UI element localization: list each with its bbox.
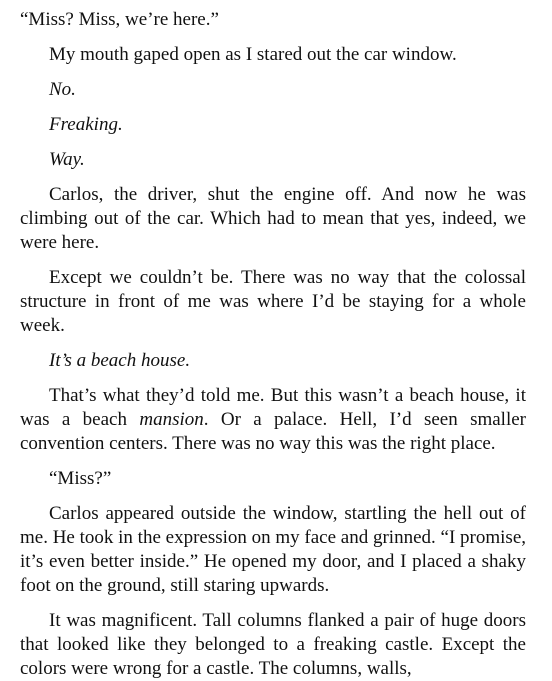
emphasis-text: mansion — [139, 409, 204, 430]
paragraph-text: Carlos appeared outside the window, startling the hell out of me. He took in the expression on my face and grinned. “I promise, it’s even better inside.” He opened my door, and I placed a shaky foot on the ground, still staring upwards. — [20, 503, 526, 596]
paragraph-3 — [20, 78, 526, 102]
paragraph-text: “Miss?” — [49, 468, 112, 489]
paragraph-12 — [20, 609, 526, 681]
paragraph-5 — [20, 148, 526, 172]
paragraph-6 — [20, 183, 526, 255]
paragraph-text: No. — [49, 79, 76, 100]
paragraph-text: My mouth gaped open as I stared out the car window. — [49, 44, 457, 65]
paragraph-2 — [20, 43, 526, 67]
paragraph-text: Except we couldn’t be. There was no way that the colossal structure in front of me was where I’d be staying for a whole week. — [20, 267, 526, 336]
paragraph-text: Carlos, the driver, shut the engine off. And now he was climbing out of the car. Which had to mean that yes, indeed, we were here. — [20, 184, 526, 253]
paragraph-text: Freaking. — [49, 114, 123, 135]
paragraph-text: “Miss? Miss, we’re here.” — [20, 9, 219, 30]
paragraph-9 — [20, 384, 526, 456]
paragraph-7 — [20, 266, 526, 338]
paragraph-1 — [20, 8, 526, 32]
paragraph-4 — [20, 113, 526, 137]
paragraph-11 — [20, 502, 526, 598]
paragraph-10 — [20, 467, 526, 491]
paragraph-text: Way. — [49, 149, 85, 170]
paragraph-text: It was magnificent. Tall columns flanked a pair of huge doors that looked like they belonged to a freaking castle. Except the colors were wrong for a castle. The columns, walls, — [20, 610, 526, 679]
paragraph-8 — [20, 349, 526, 373]
paragraph-text: It’s a beach house. — [49, 350, 191, 371]
paragraph-text: . Or a palace. Hell, I’d seen smaller convention centers. There was no way this was the right place. — [20, 409, 527, 454]
paragraph-text: That’s what they’d told me. But this wasn’t a beach house, it was a beach — [20, 385, 526, 430]
